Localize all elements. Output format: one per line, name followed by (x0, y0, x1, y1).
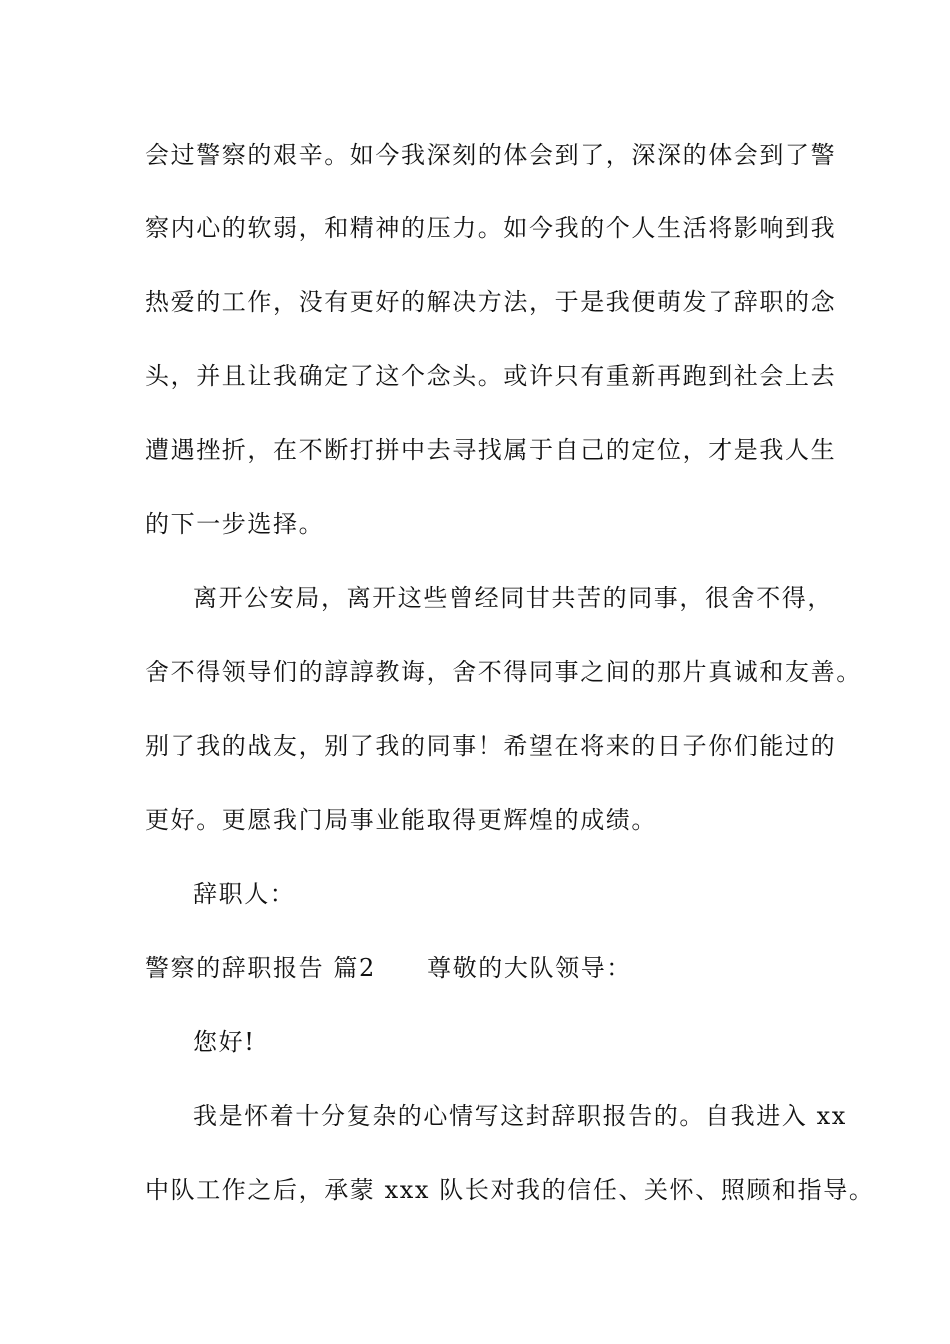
section-heading: 警察的辞职报告 篇2 尊敬的大队领导： (145, 954, 632, 982)
greeting: 您好! (193, 1028, 256, 1056)
paragraph-line: 离开公安局，离开这些曾经同甘共苦的同事，很舍不得， (193, 584, 833, 612)
paragraph-line: 别了我的战友，别了我的同事！希望在将来的日子你们能过的 (145, 732, 837, 760)
signature-label: 辞职人： (193, 880, 296, 908)
paragraph-line: 头，并且让我确定了这个念头。或许只有重新再跑到社会上去 (145, 362, 837, 390)
paragraph-line: 会过警察的艰辛。如今我深刻的体会到了，深深的体会到了警 (145, 141, 837, 169)
paragraph-line: 我是怀着十分复杂的心情写这封辞职报告的。自我进入 xx (193, 1102, 847, 1130)
paragraph-line: 热爱的工作，没有更好的解决方法，于是我便萌发了辞职的念 (145, 288, 837, 316)
paragraph-line: 更好。更愿我门局事业能取得更辉煌的成绩。 (145, 806, 657, 834)
paragraph-line: 中队工作之后，承蒙 xxx 队长对我的信任、关怀、照顾和指导。 (145, 1176, 875, 1204)
paragraph-line: 舍不得领导们的諄諄教诲，舍不得同事之间的那片真诚和友善。 (145, 658, 862, 686)
paragraph-line: 遭遇挫折，在不断打拼中去寻找属于自己的定位，才是我人生 (145, 436, 837, 464)
paragraph-line: 的下一步选择。 (145, 510, 325, 538)
paragraph-line: 察内心的软弱，和精神的压力。如今我的个人生活将影响到我 (145, 214, 837, 242)
